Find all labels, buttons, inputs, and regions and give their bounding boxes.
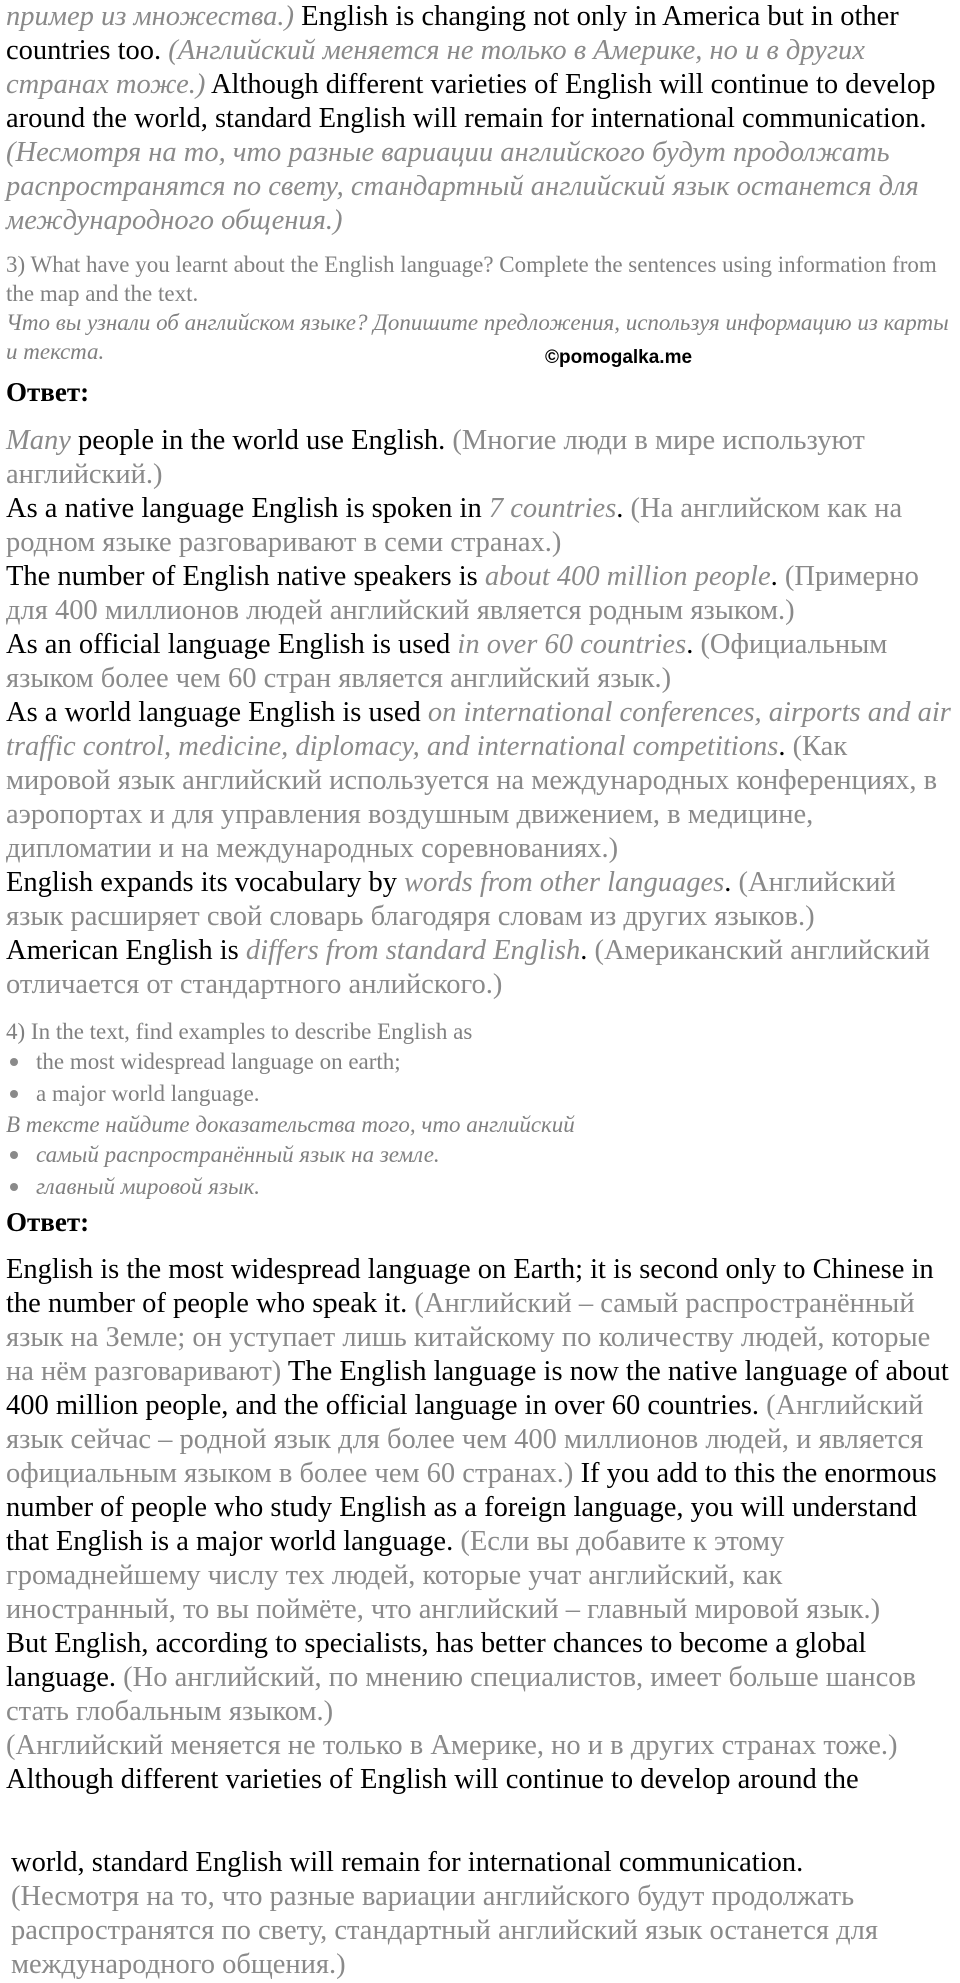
answer-3-item [6,866,954,934]
answer-3-item [6,424,954,492]
item-fill: 7 countries [488,493,617,524]
intro-text [6,0,954,238]
answer-3-item [6,560,954,628]
answer-3-item [6,696,954,866]
task-4-en: 4) In the text, find examples to describe English as [6,1019,473,1044]
item-translation: (На английском как на родном языке разговаривают в семи странах.) [6,493,903,558]
task-4-ru-bullet: самый распространённый язык на земле. [6,1139,954,1171]
intro-ru-2: (Несмотря на то, что разные вариации английского будут продолжать распространятся по свету, стандартный английский язык останется для международного общения.) [6,137,919,236]
answer-4-paragraph [6,1729,954,1763]
answer-4-en-6: world, standard English will remain for international communication. [11,1847,804,1878]
item-prefix: American English is [6,935,246,966]
answer-4-ru-2: (Английский язык сейчас – родной язык для более чем 400 миллионов людей, и является официальным языком в более чем 60 странах.) [6,1390,924,1489]
intro-ru-1: (Английский меняется не только в Америке, но и в других странах тоже.) [6,35,865,100]
item-suffix: . [616,493,631,524]
answer-3 [6,424,954,1002]
answer-4-tail [11,1846,959,1982]
task-4 [6,1017,954,1203]
answer-3-item [6,492,954,560]
task-4-en-list [6,1046,954,1110]
task-3-ru: Что вы узнали об английском языке? Допишите предложения, используя информацию из карты и текста. [6,310,949,364]
answer-4-paragraph [6,1763,954,1797]
item-suffix: . [580,935,595,966]
answer-3-label-block [6,375,954,409]
item-suffix: . [724,867,739,898]
answer-4-ru-3: (Если вы добавите к этому громаднейшему числу тех людей, которые учат английский, как иностранный, то вы поймёте, что английский – главный мировой язык.) [6,1526,881,1625]
answer-4-ru-4: (Но английский, по мнению специалистов, имеет больше шансов стать глобальным языком.) [6,1662,916,1727]
answer-4-en-2: The English language is now the native language of about 400 million people, and the official language in over 60 countries. [6,1356,949,1421]
answer-3-label: Ответ: [6,377,90,407]
item-fill: about 400 million people [484,561,771,592]
answer-3-item [6,628,954,696]
answer-4-ru-5: (Английский меняется не только в Америке, но и в других странах тоже.) [6,1730,898,1761]
task-4-ru: В тексте найдите доказательства того, что английский [6,1112,575,1137]
item-translation: (Американский английский отличается от стандартного анлийского.) [6,935,931,1000]
answer-4-label-block [6,1205,954,1239]
watermark: ©pomogalka.me [545,347,693,368]
answer-4-en-3: If you add to this the enormous number of people who study English as a foreign language, you will understand that English is a major world language. [6,1458,937,1557]
answer-4-label: Ответ: [6,1207,90,1237]
item-translation: (Примерно для 400 миллионов людей английский является родным языком.) [6,561,919,626]
item-prefix: As an official language English is used [6,629,458,660]
item-prefix: English expands its vocabulary by [6,867,405,898]
answer-4-paragraph [6,1627,954,1729]
item-suffix: . [770,561,785,592]
item-translation: (Официальным языком более чем 60 стран является английский язык.) [6,629,888,694]
item-prefix: As a native language English is spoken in [6,493,489,524]
answer-4-ru-6: (Несмотря на то, что разные вариации английского будут продолжать распространятся по свету, стандартный английский язык останется для международного общения.) [11,1881,878,1980]
task-3-en: 3) What have you learnt about the English language? Complete the sentences using information from the map and the text. [6,252,937,306]
item-prefix: The number of English native speakers is [6,561,485,592]
intro-ru-tail: пример из множества.) [6,1,295,32]
intro-en-1: English is changing not only in America but in other countries too. [6,1,899,66]
item-fill: words from other languages [404,867,725,898]
item-translation: (Как мировой язык английский используется на международных конференциях, в аэропортах и для управления воздушным движением, в медицине, дипломатии и на международных соревнованиях.) [6,731,938,864]
item-fill: on international conferences, airports and air traffic control, medicine, diplomacy, and international competitions [6,697,951,762]
item-prefix: As a world language English is used [6,697,428,728]
task-4-en-bullet: the most widespread language on earth; [6,1046,954,1078]
answer-4 [6,1253,954,1797]
item-translation: (Английский язык расширяет свой словарь благодяря словам из других языков.) [6,867,896,932]
item-suffix: people in the world use English. [70,425,453,456]
item-suffix: . [778,731,793,762]
item-fill: differs from standard English [245,935,581,966]
item-suffix: . [686,629,701,660]
task-4-en-bullet: a major world language. [6,1078,954,1110]
answer-3-item [6,934,954,1002]
item-translation: (Многие люди в мире используют английский.) [6,425,865,490]
answer-4-paragraph [11,1880,959,1982]
task-4-ru-list [6,1139,954,1203]
intro-paragraph [6,0,954,238]
answer-4-paragraph [6,1253,954,1627]
answer-4-en-1: English is the most widespread language on Earth; it is second only to Chinese in the number of people who speak it. [6,1254,934,1319]
task-3 [6,250,954,366]
task-4-ru-bullet: главный мировой язык. [6,1171,954,1203]
item-fill: in over 60 countries [457,629,687,660]
answer-4-en-4: But English, according to specialists, has better chances to become a global language. [6,1628,867,1693]
answer-4-paragraph [11,1846,959,1880]
answer-4-ru-1: (Английский – самый распространённый язык на Земле; он уступает лишь китайскому по количеству людей, которые на нём разговаривают) [6,1288,931,1387]
item-fill: Many [6,425,71,456]
intro-en-2: Although different varieties of English will continue to develop around the world, standard English will remain for international communication. [6,69,936,134]
answer-4-en-5: Although different varieties of English will continue to develop around the [6,1764,859,1795]
